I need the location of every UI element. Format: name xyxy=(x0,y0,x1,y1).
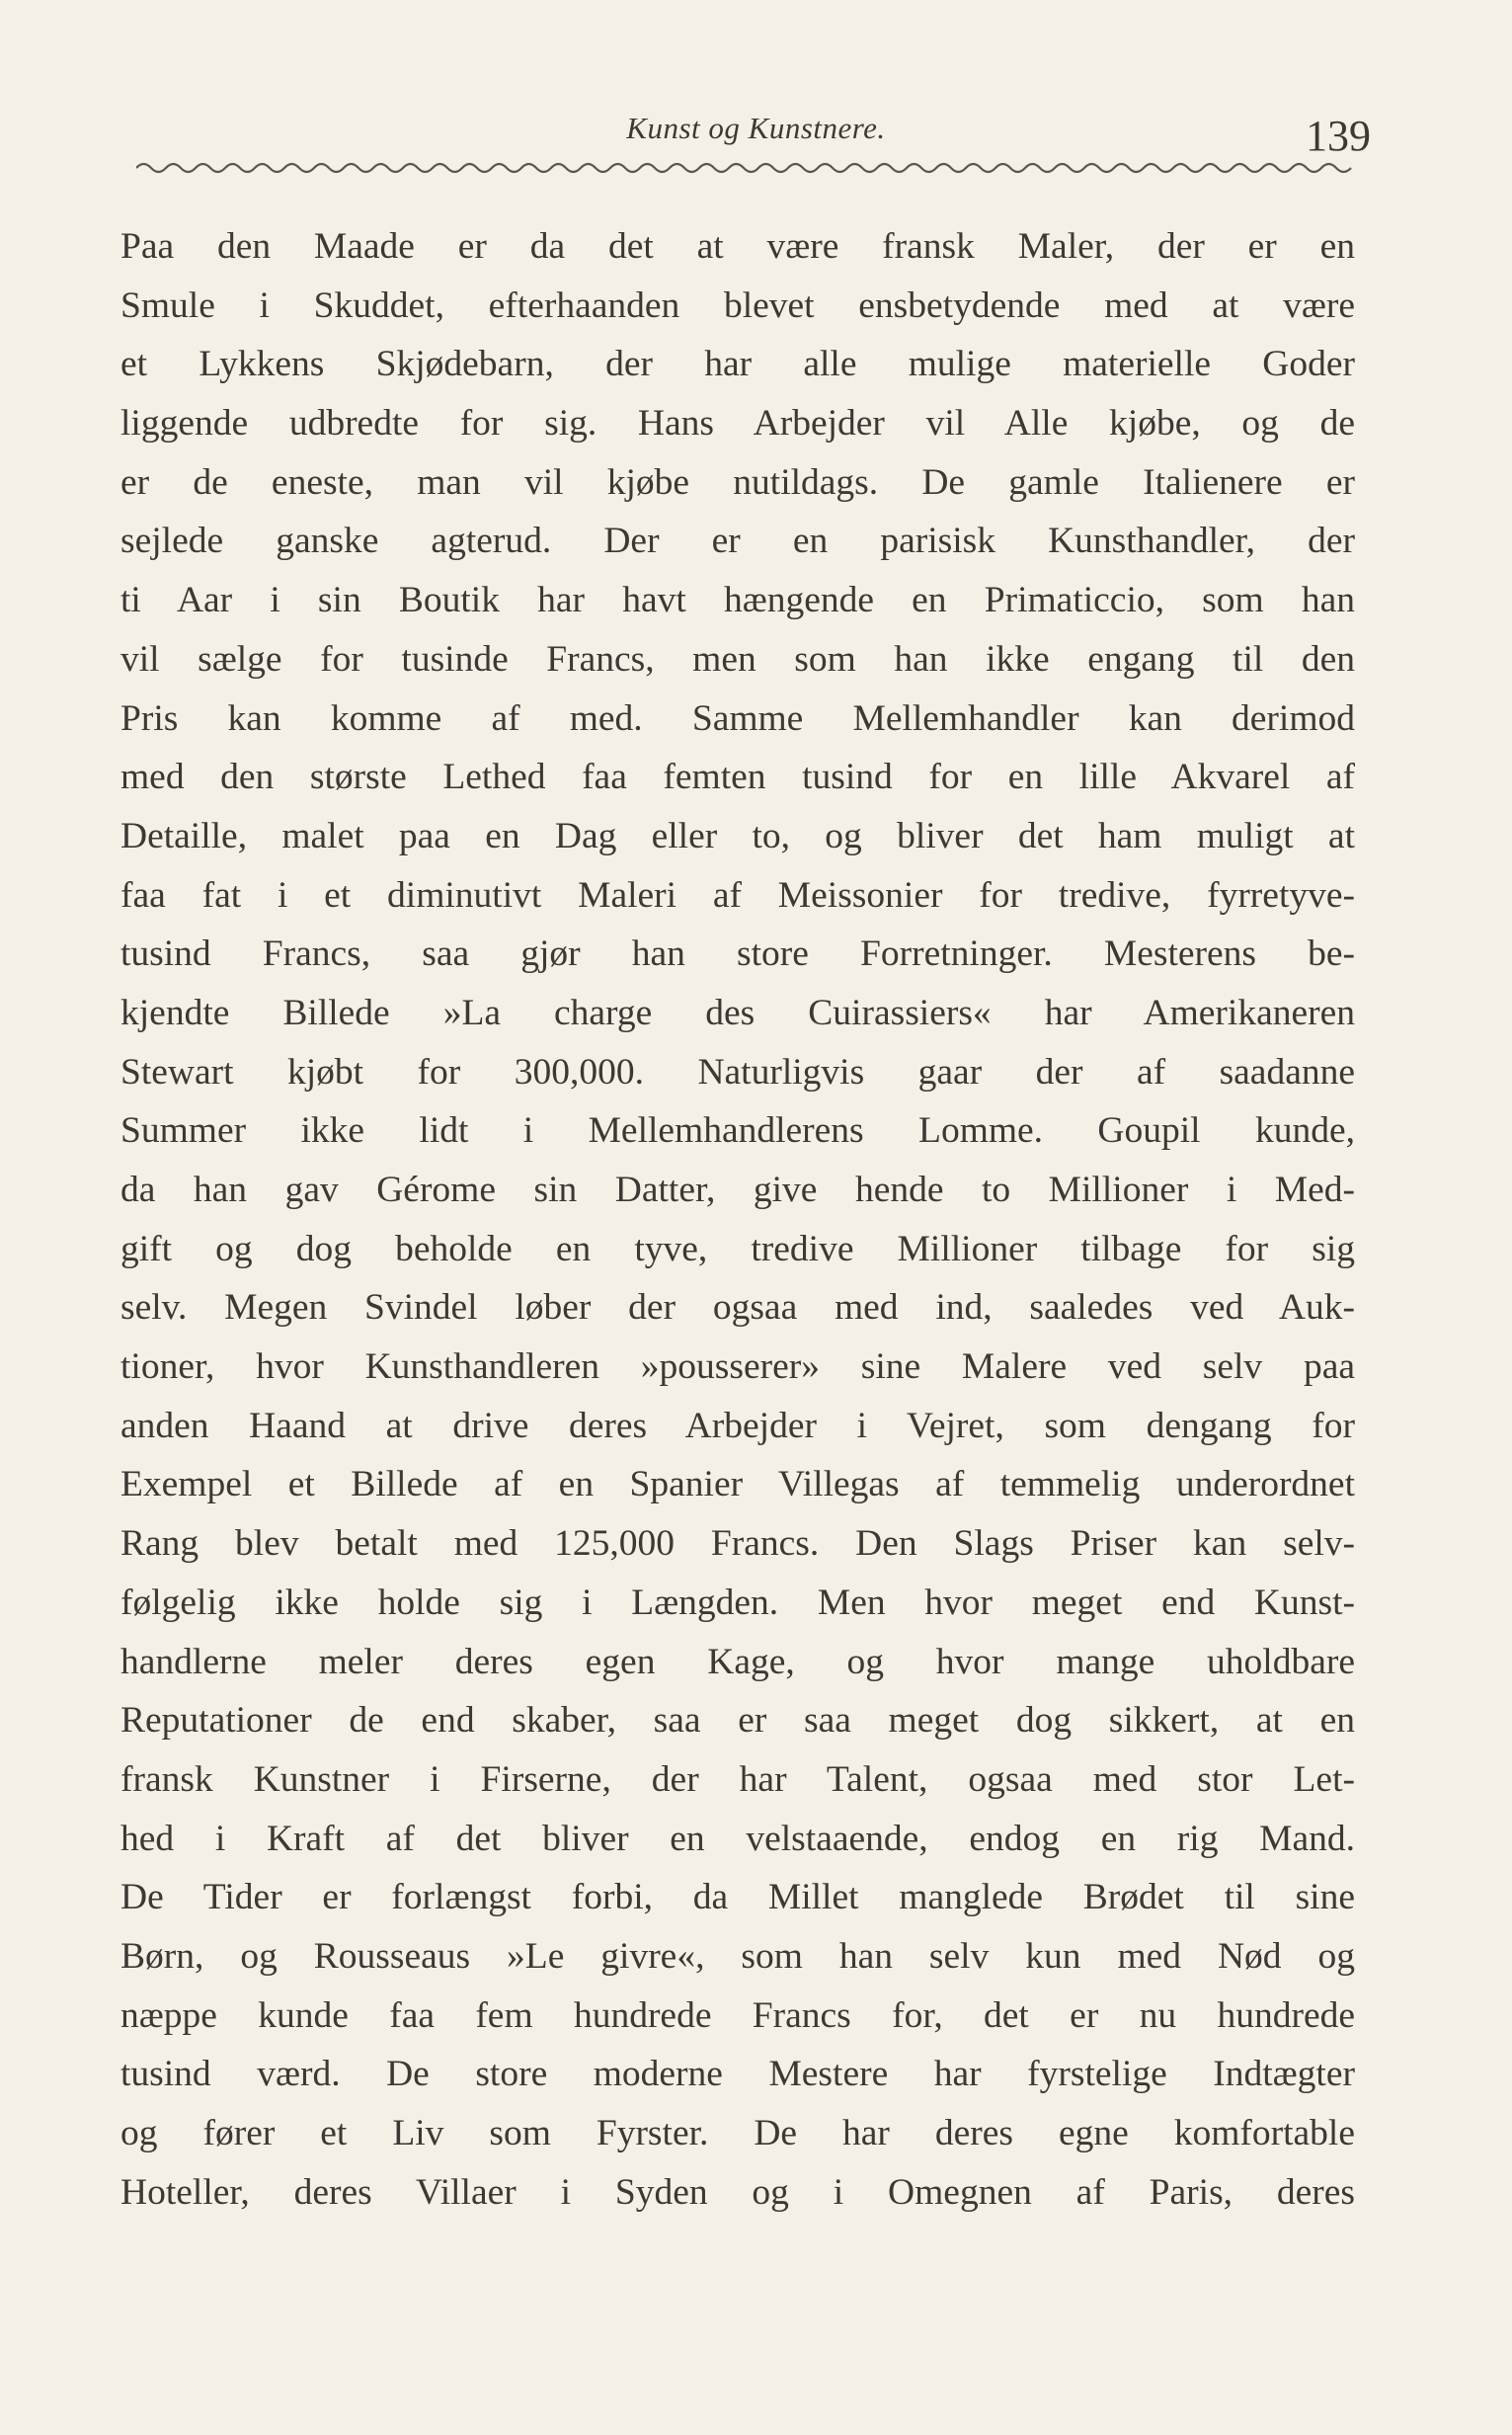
text-line: sejlede ganske agterud. Der er en parisisk Kunsthandler, der xyxy=(120,521,1355,562)
text-line: følgelig ikke holde sig i Længden. Men hvor meget end Kunst- xyxy=(120,1582,1355,1623)
text-line: Stewart kjøbt for 300,000. Naturligvis gaar der af saadanne xyxy=(120,1051,1355,1093)
text-line: er de eneste, man vil kjøbe nutildags. De gamle Italienere er xyxy=(120,461,1355,503)
text-line: selv. Megen Svindel løber der ogsaa med ind, saaledes ved Auk- xyxy=(120,1287,1355,1329)
text-line: Pris kan komme af med. Samme Mellemhandler kan derimod xyxy=(120,697,1355,739)
text-line: Hoteller, deres Villaer i Syden og i Omegnen af Paris, deres xyxy=(120,2171,1355,2213)
text-line: De Tider er forlængst forbi, da Millet manglede Brødet til sine xyxy=(120,1877,1355,1918)
text-line: liggende udbredte for sig. Hans Arbejder vil Alle kjøbe, og de xyxy=(120,403,1355,445)
text-line: kjendte Billede »La charge des Cuirassiers« har Amerikaneren xyxy=(120,992,1355,1033)
text-line: Børn, og Rousseaus »Le givre«, som han selv kun med Nød og xyxy=(120,1935,1355,1977)
text-line: ti Aar i sin Boutik har havt hængende en Primaticcio, som han xyxy=(120,580,1355,621)
text-line: med den største Lethed faa femten tusind for en lille Akvarel af xyxy=(120,757,1355,798)
text-line: faa fat i et diminutivt Maleri af Meissonier for tredive, fyrretyve- xyxy=(120,874,1355,916)
text-line: anden Haand at drive deres Arbejder i Vejret, som dengang for xyxy=(120,1405,1355,1446)
text-line: Rang blev betalt med 125,000 Francs. Den Slags Priser kan selv- xyxy=(120,1523,1355,1565)
text-line: tusind værd. De store moderne Mestere har fyrstelige Indtægter xyxy=(120,2054,1355,2095)
text-line: Detaille, malet paa en Dag eller to, og bliver det ham muligt at xyxy=(120,815,1355,856)
running-title: Kunst og Kunstnere. xyxy=(626,111,886,145)
text-line: Smule i Skuddet, efterhaanden blevet ensbetydende med at være xyxy=(120,284,1355,326)
text-line: tioner, hvor Kunsthandleren »pousserer» sine Malere ved selv paa xyxy=(120,1346,1355,1388)
body-text xyxy=(120,217,1355,2222)
page-number: 139 xyxy=(1306,112,1371,160)
text-line: Summer ikke lidt i Mellemhandlerens Lomme. Goupil kunde, xyxy=(120,1110,1355,1152)
text-line: Reputationer de end skaber, saa er saa meget dog sikkert, at en xyxy=(120,1700,1355,1742)
text-line: tusind Francs, saa gjør han store Forretninger. Mesterens be- xyxy=(120,933,1355,975)
text-line: Paa den Maade er da det at være fransk Maler, der er en xyxy=(120,226,1355,267)
text-line: handlerne meler deres egen Kage, og hvor mange uholdbare xyxy=(120,1641,1355,1682)
text-line: Exempel et Billede af en Spanier Villegas af temmelig underordnet xyxy=(120,1464,1355,1505)
text-line: vil sælge for tusinde Francs, men som han ikke engang til den xyxy=(120,638,1355,680)
text-line: fransk Kunstner i Firserne, der har Talent, ogsaa med stor Let- xyxy=(120,1758,1355,1800)
wavy-rule-ornament xyxy=(136,158,1361,176)
text-line: hed i Kraft af det bliver en velstaaende, endog en rig Mand. xyxy=(120,1818,1355,1859)
text-line: gift og dog beholde en tyve, tredive Millioner tilbage for sig xyxy=(120,1228,1355,1269)
text-line: da han gav Gérome sin Datter, give hende to Millioner i Med- xyxy=(120,1170,1355,1210)
text-line: næppe kunde faa fem hundrede Francs for, det er nu hundrede xyxy=(120,1994,1355,2036)
text-line: og fører et Liv som Fyrster. De har deres egne komfortable xyxy=(120,2113,1355,2153)
text-line: et Lykkens Skjødebarn, der har alle mulige materielle Goder xyxy=(120,344,1355,385)
